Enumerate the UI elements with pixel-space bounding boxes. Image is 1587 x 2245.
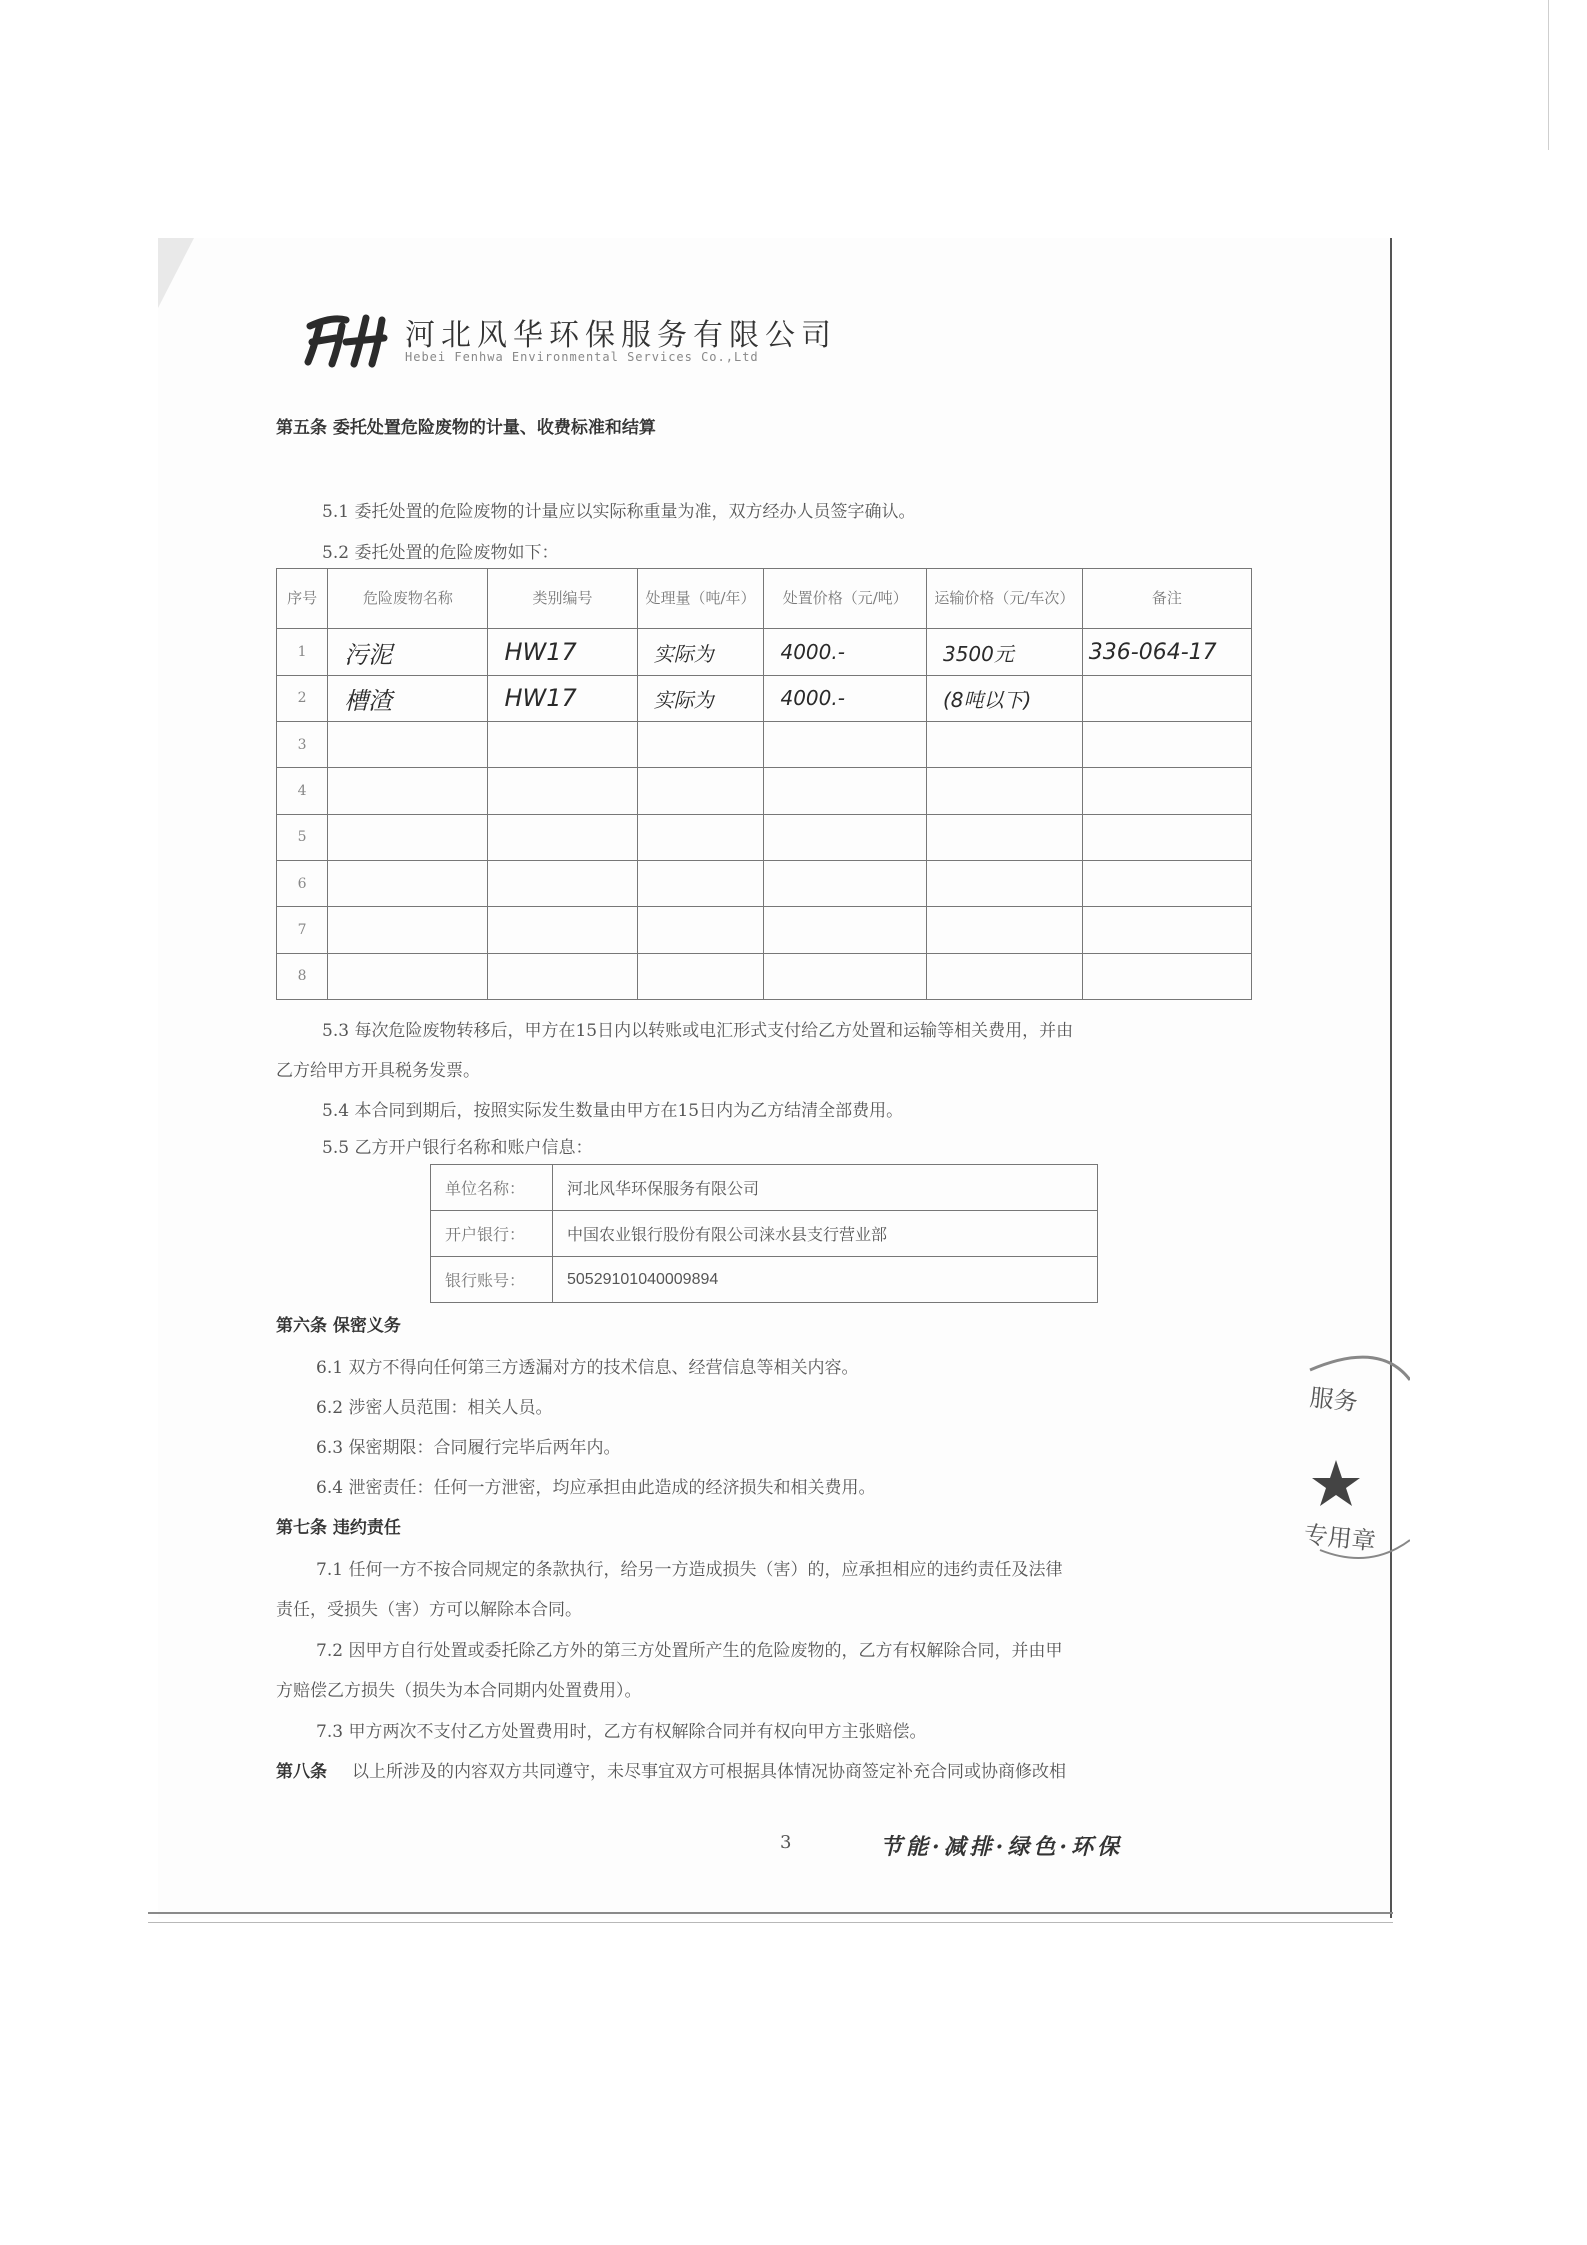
table-row: [277, 768, 1252, 814]
clause-7-2-line2: 方赔偿乙方损失（损失为本合同期内处置费用）。: [276, 1681, 642, 1701]
clause-6-3: 6.3 保密期限：合同履行完毕后两年内。: [316, 1438, 621, 1458]
bank-row: [431, 1257, 1098, 1303]
seal-text-top: 服务: [1308, 1383, 1360, 1417]
col-header-amount: 处理量（吨/年）: [637, 569, 764, 629]
remark-cell: 336-064-17: [1082, 629, 1251, 675]
table-header-row: [277, 569, 1252, 629]
bank-value: 河北风华环保服务有限公司: [553, 1165, 1098, 1211]
table-row: [277, 629, 1252, 675]
transport-price-cell: (8吨以下): [926, 675, 1082, 721]
waste-name-cell: 槽渣: [328, 675, 488, 721]
page-number: 3: [780, 1832, 792, 1853]
col-header-waste-name: 危险废物名称: [328, 569, 488, 629]
clause-5-4: 5.4 本合同到期后，按照实际发生数量由甲方在15日内为乙方结清全部费用。: [322, 1101, 904, 1121]
category-code-cell: HW17: [488, 675, 637, 721]
bank-label: 开户银行：: [431, 1211, 553, 1257]
clause-5-3-line2: 乙方给甲方开具税务发票。: [276, 1061, 480, 1081]
amount-cell: 实际为: [637, 629, 764, 675]
category-code-cell: HW17: [488, 629, 637, 675]
clause-7-2-line1: 7.2 因甲方自行处置或委托除乙方外的第三方处置所产生的危险废物的，乙方有权解除合同，并由甲: [316, 1641, 1063, 1661]
bank-value: 50529101040009894: [553, 1257, 1098, 1303]
disposal-price-cell: 4000.-: [764, 675, 927, 721]
page-fold-corner: [158, 238, 194, 308]
col-header-category-code: 类别编号: [488, 569, 637, 629]
company-name-en: Hebei Fenhwa Environmental Services Co.,Ltd: [405, 350, 759, 364]
table-row: [277, 953, 1252, 999]
bank-label: 单位名称：: [431, 1165, 553, 1211]
table-row: [277, 907, 1252, 953]
table-row: [277, 860, 1252, 906]
bank-row: [431, 1211, 1098, 1257]
row-index: 1: [277, 629, 328, 675]
company-name-cn: 河北风华环保服务有限公司: [405, 318, 837, 353]
seal-text-bottom: 专用章: [1302, 1520, 1378, 1556]
clause-5-2: 5.2 委托处置的危险废物如下：: [322, 543, 559, 563]
row-index: 8: [277, 953, 328, 999]
transport-price-cell: 3500元: [926, 629, 1082, 675]
clause-7-1-line1: 7.1 任何一方不按合同规定的条款执行，给另一方造成损失（害）的，应承担相应的违约责任及法律: [316, 1560, 1063, 1580]
clause-7-1-line2: 责任，受损失（害）方可以解除本合同。: [276, 1600, 582, 1620]
company-seal: [1300, 1350, 1410, 1580]
article-8-text: 以上所涉及的内容双方共同遵守，未尽事宜双方可根据具体情况协商签定补充合同或协商修改相: [352, 1762, 1066, 1782]
table-row: [277, 675, 1252, 721]
table-row: [277, 814, 1252, 860]
article-7-title: 第七条 违约责任: [276, 1518, 401, 1538]
clause-6-4: 6.4 泄密责任：任何一方泄密，均应承担由此造成的经济损失和相关费用。: [316, 1478, 876, 1498]
col-header-disposal-price: 处置价格（元/吨）: [764, 569, 927, 629]
col-header-transport-price: 运输价格（元/车次）: [926, 569, 1082, 629]
row-index: 2: [277, 675, 328, 721]
article-8-title: 第八条: [276, 1762, 327, 1782]
clause-5-3-line1: 5.3 每次危险废物转移后，甲方在15日内以转账或电汇形式支付给乙方处置和运输等相关费用，并由: [322, 1021, 1074, 1041]
table-row: [277, 722, 1252, 768]
amount-cell: 实际为: [637, 675, 764, 721]
bank-row: [431, 1165, 1098, 1211]
scan-edge-line: [1548, 0, 1549, 150]
col-header-remark: 备注: [1082, 569, 1251, 629]
article-6-title: 第六条 保密义务: [276, 1316, 401, 1336]
bank-value: 中国农业银行股份有限公司涞水县支行营业部: [553, 1211, 1098, 1257]
company-logo: [302, 312, 392, 368]
clause-6-2: 6.2 涉密人员范围：相关人员。: [316, 1398, 553, 1418]
clause-6-1: 6.1 双方不得向任何第三方透漏对方的技术信息、经营信息等相关内容。: [316, 1358, 859, 1378]
waste-name-cell: 污泥: [328, 629, 488, 675]
page-bottom-edge: [148, 1912, 1393, 1914]
hazardous-waste-table: [276, 568, 1252, 1000]
page-bottom-edge-shadow: [148, 1922, 1393, 1923]
row-index: 6: [277, 860, 328, 906]
footer-slogan: 节能·减排·绿色·环保: [880, 1834, 1123, 1860]
row-index: 4: [277, 768, 328, 814]
row-index: 5: [277, 814, 328, 860]
clause-5-1: 5.1 委托处置的危险废物的计量应以实际称重量为准，双方经办人员签字确认。: [322, 502, 916, 522]
bank-label: 银行账号：: [431, 1257, 553, 1303]
row-index: 7: [277, 907, 328, 953]
article-5-title: 第五条 委托处置危险废物的计量、收费标准和结算: [276, 418, 656, 438]
remark-cell: [1082, 675, 1251, 721]
bank-info-table: [430, 1164, 1098, 1303]
disposal-price-cell: 4000.-: [764, 629, 927, 675]
row-index: 3: [277, 722, 328, 768]
col-header-index: 序号: [277, 569, 328, 629]
clause-7-3: 7.3 甲方两次不支付乙方处置费用时，乙方有权解除合同并有权向甲方主张赔偿。: [316, 1722, 927, 1742]
clause-5-5: 5.5 乙方开户银行名称和账户信息：: [322, 1138, 593, 1158]
